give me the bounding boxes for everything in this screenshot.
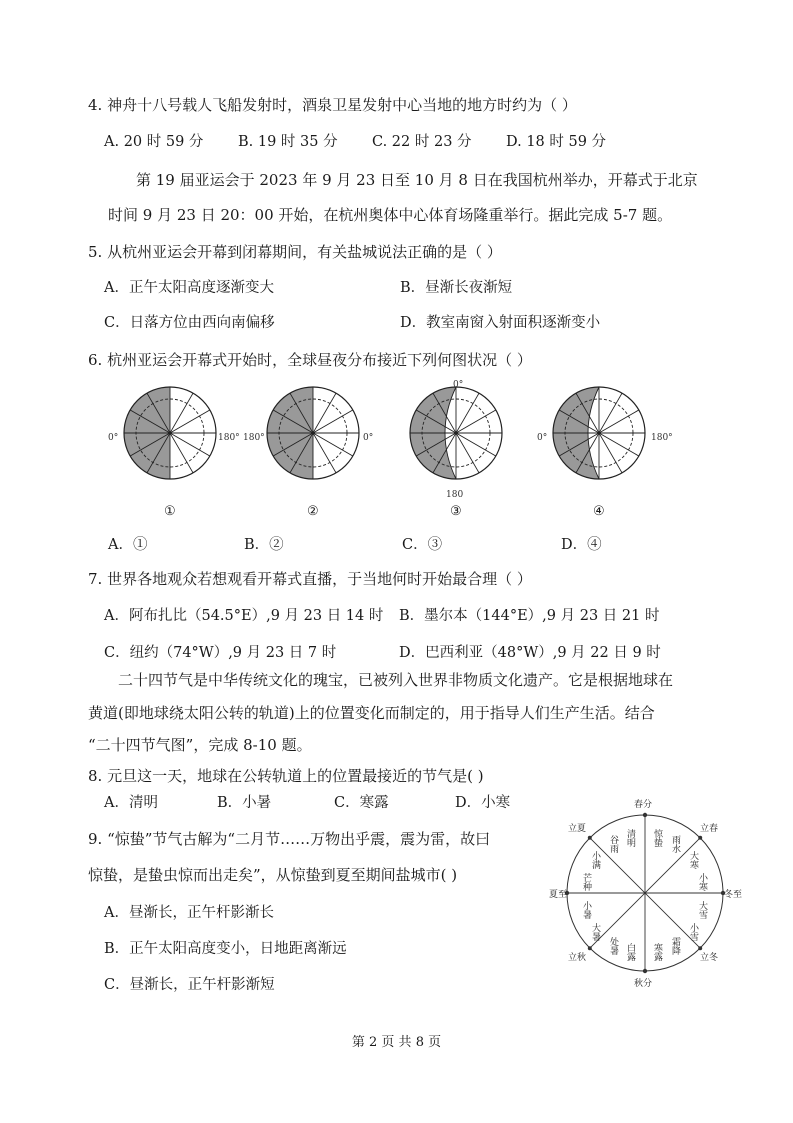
q4-option-b: B. 19 时 35 分 [238, 134, 338, 150]
q8-option-a: A．清明 [104, 795, 158, 811]
page-footer: 第 2 页 共 8 页 [351, 1035, 442, 1050]
intro-5-7-line1: 第 19 届亚运会于 2023 年 9 月 23 日至 10 月 8 日在我国杭州举办，开幕式于北京 [136, 171, 698, 189]
term-xiaoman: 小满 [590, 851, 600, 869]
term-xiaohan: 小寒 [697, 873, 707, 891]
q9-option-b: B．正午太阳高度变小，日地距离渐远 [104, 941, 347, 957]
term-start-spring: 立春 [700, 824, 719, 834]
term-daxue: 大雪 [697, 901, 707, 919]
term-shuangjiang: 霜降 [670, 937, 680, 955]
q9-stem-line2: 惊蛰，是蛰虫惊而出走矣”，从惊蛰到夏至期间盐城市( ) [88, 866, 458, 884]
term-winter-solstice: 冬至 [724, 890, 743, 900]
term-start-winter: 立冬 [700, 953, 719, 963]
term-xiaoxue: 小雪 [688, 923, 698, 941]
intro-8-10-line2: 黄道(即地球绕太阳公转的轨道)上的位置变化而制定的，用于指导人们生产生活。结合 [88, 704, 655, 722]
q4-stem: 4. 神舟十八号载人飞船发射时，酒泉卫星发射中心当地的地方时约为（ ） [88, 96, 577, 114]
q7-option-c: C．纽约（74°W）,9 月 23 日 7 时 [104, 645, 337, 661]
diagram-2-left-label: 180° [243, 433, 265, 443]
diagram-4 [549, 378, 649, 488]
term-qingming: 清明 [625, 829, 635, 847]
term-spring-equinox: 春分 [634, 800, 653, 810]
q7-stem: 7. 世界各地观众若想观看开幕式直播，于当地何时开始最合理（ ） [88, 570, 532, 588]
q7-option-a: A．阿布扎比（54.5°E）,9 月 23 日 14 时 [104, 608, 384, 624]
q7-option-d: D．巴西利亚（48°W）,9 月 22 日 9 时 [399, 645, 661, 661]
diagram-1 [120, 378, 220, 488]
term-dashu: 大暑 [590, 923, 600, 941]
diagram-4-right-label: 180° [651, 433, 673, 443]
term-start-summer: 立夏 [568, 824, 587, 834]
diagram-3-number: ③ [450, 504, 462, 519]
term-guyu: 谷雨 [608, 835, 618, 853]
term-start-autumn: 立秋 [568, 953, 587, 963]
term-autumn-equinox: 秋分 [634, 979, 653, 989]
day-night-diagrams [100, 378, 700, 528]
term-chushu: 处暑 [608, 937, 618, 955]
q8-option-d: D．小寒 [455, 795, 511, 811]
q5-option-d: D．教室南窗入射面积逐渐变小 [400, 315, 601, 331]
term-xiaoshu: 小暑 [581, 901, 591, 919]
q6-stem: 6. 杭州亚运会开幕式开始时，全球昼夜分布接近下列何图状况（ ） [88, 351, 532, 369]
q8-option-c: C．寒露 [334, 795, 389, 811]
intro-5-7-line2: 时间 9 月 23 日 20：00 开始，在杭州奥体中心体育场隆重举行。据此完成 5-7 题。 [108, 206, 673, 224]
q6-option-b: B．② [244, 537, 284, 553]
q6-option-a: A．① [108, 537, 148, 553]
diagram-2 [263, 378, 363, 488]
diagram-3-top-label: 0° [453, 380, 464, 390]
intro-8-10-line3: “二十四节气图”，完成 8-10 题。 [88, 736, 312, 754]
q6-option-c: C．③ [402, 537, 443, 553]
q4-option-c: C. 22 时 23 分 [372, 134, 472, 150]
diagram-2-number: ② [307, 504, 319, 519]
diagram-3-bottom-label: 180 [446, 490, 464, 500]
diagram-1-number: ① [164, 504, 176, 519]
q7-option-b: B．墨尔本（144°E）,9 月 23 日 21 时 [399, 608, 660, 624]
solar-terms-diagram [549, 793, 743, 989]
intro-8-10-line1: 二十四节气是中华传统文化的瑰宝，已被列入世界非物质文化遗产。它是根据地球在 [118, 671, 674, 689]
term-bailu: 白露 [625, 943, 635, 961]
q5-option-c: C．日落方位由西向南偏移 [104, 315, 275, 331]
diagram-4-left-label: 0° [537, 433, 548, 443]
term-yushui: 雨水 [670, 835, 680, 853]
q6-option-d: D．④ [561, 537, 602, 553]
q4-option-d: D. 18 时 59 分 [506, 134, 607, 150]
q9-option-a: A．昼渐长，正午杆影渐长 [104, 905, 274, 921]
q8-option-b: B．小暑 [217, 795, 272, 811]
diagram-2-right-label: 0° [363, 433, 374, 443]
term-dahan: 大寒 [688, 851, 698, 869]
q5-option-b: B．昼渐长夜渐短 [400, 280, 513, 296]
q8-stem: 8. 元旦这一天，地球在公转轨道上的位置最接近的节气是( ) [88, 767, 484, 785]
term-hanlu: 寒露 [652, 943, 662, 961]
q4-option-a: A. 20 时 59 分 [104, 134, 204, 150]
term-mangzhong: 芒种 [581, 873, 591, 891]
diagram-1-left-label: 0° [108, 433, 119, 443]
q9-stem-line1: 9. “惊蛰”节气古解为“二月节……万物出乎震，震为雷，故曰 [88, 830, 491, 848]
q9-option-c: C．昼渐长，正午杆影渐短 [104, 977, 275, 993]
q5-stem: 5. 从杭州亚运会开幕到闭幕期间，有关盐城说法正确的是（ ） [88, 243, 502, 261]
term-jingzhe: 惊蛰 [652, 829, 662, 847]
diagram-3 [406, 378, 506, 488]
diagram-1-right-label: 180° [218, 433, 240, 443]
diagram-4-number: ④ [593, 504, 605, 519]
term-summer-solstice: 夏至 [549, 890, 568, 900]
q5-option-a: A．正午太阳高度逐渐变大 [104, 280, 274, 296]
